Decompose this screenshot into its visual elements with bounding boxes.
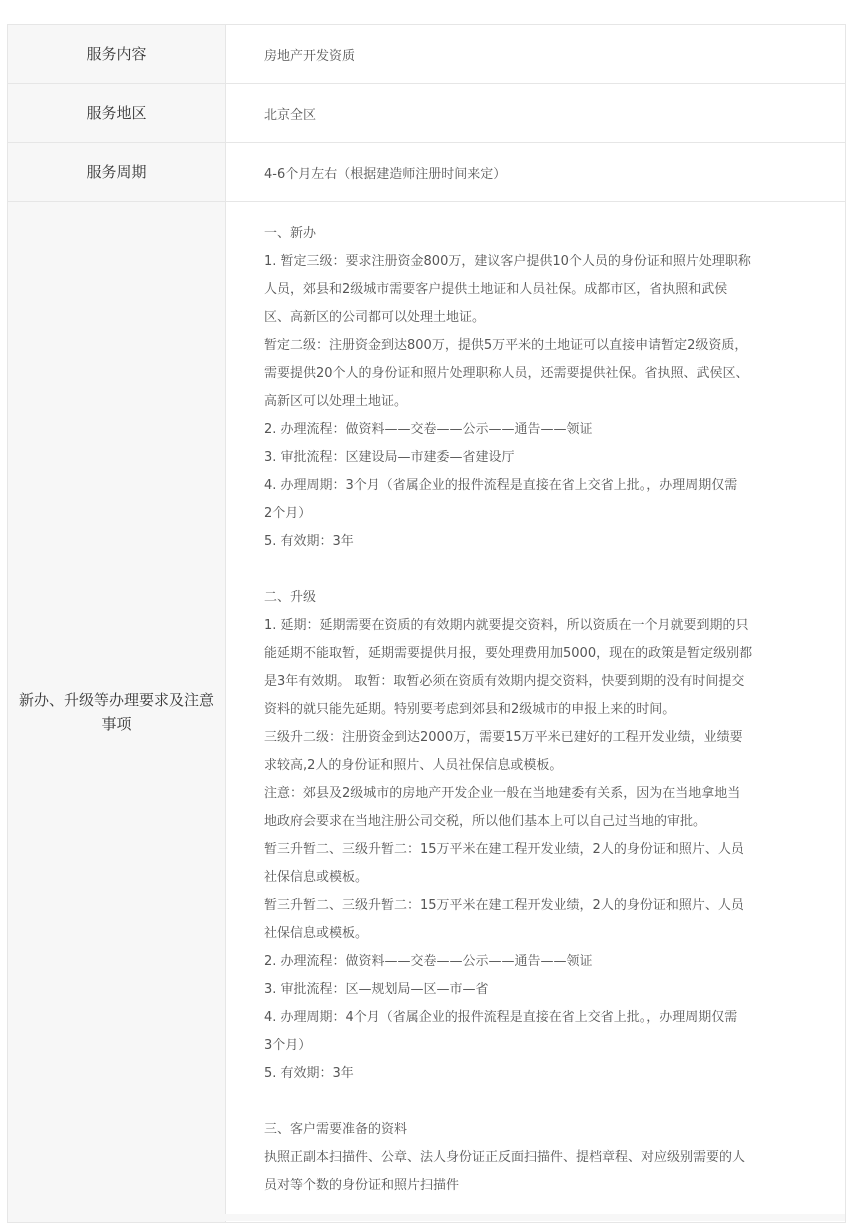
table-row-requirements bbox=[8, 202, 846, 1223]
requirement-line: 二、升级 bbox=[264, 590, 317, 605]
requirement-line: 暂定二级：注册资金到达800万，提供5万平米的土地证可以直接申请暂定2级资质， bbox=[264, 338, 748, 353]
service-period-value: 4-6个月左右（根据建造师注册时间来定） bbox=[226, 143, 846, 201]
requirement-line: 4. 办理周期：3个月（省属企业的报件流程是直接在省上交省上批。，办理周期仅需 bbox=[264, 478, 738, 493]
requirement-line: 2个月） bbox=[264, 506, 312, 521]
requirement-line: 区、高新区的公司都可以处理土地证。 bbox=[264, 310, 486, 325]
service-content-label: 服务内容 bbox=[8, 25, 226, 83]
service-content-value: 房地产开发资质 bbox=[226, 25, 846, 83]
requirement-line: 资料的就只能先延期。特别要考虑到郊县和2级城市的申报上来的时间。 bbox=[264, 702, 676, 717]
requirement-line: 员对等个数的身份证和照片扫描件 bbox=[264, 1178, 460, 1193]
requirement-line: 求较高,2人的身份证和照片、人员社保信息或模板。 bbox=[264, 758, 563, 773]
requirement-line bbox=[264, 556, 807, 584]
table-row-service-content bbox=[8, 25, 846, 84]
requirement-line: 需要提供20个人的身份证和照片处理职称人员，还需要提供社保。省执照、武侯区、 bbox=[264, 366, 749, 381]
requirement-line: 5. 有效期：3年 bbox=[264, 534, 354, 549]
requirement-line: 暂三升暂二、三级升暂二：15万平米在建工程开发业绩，2人的身份证和照片、人员 bbox=[264, 898, 744, 913]
service-area-label: 服务地区 bbox=[8, 84, 226, 142]
requirement-line: 能延期不能取暂，延期需要提供月报，要处理费用加5000，现在的政策是暂定级别都 bbox=[264, 646, 753, 661]
requirement-line: 社保信息或模板。 bbox=[264, 926, 369, 941]
requirement-line: 2. 办理流程：做资料——交卷——公示——通告——领证 bbox=[264, 954, 593, 969]
requirement-line: 1. 暂定三级：要求注册资金800万，建议客户提供10个人员的身份证和照片处理职称 bbox=[264, 254, 751, 269]
requirement-line: 4. 办理周期：4个月（省属企业的报件流程是直接在省上交省上批。，办理周期仅需 bbox=[264, 1010, 738, 1025]
requirement-line: 三级升二级：注册资金到达2000万，需要15万平米已建好的工程开发业绩，业绩要 bbox=[264, 730, 743, 745]
requirement-line: 社保信息或模板。 bbox=[264, 870, 369, 885]
requirement-line bbox=[264, 1088, 807, 1116]
service-info-table bbox=[7, 24, 846, 1223]
requirement-line: 一、新办 bbox=[264, 226, 317, 241]
requirement-line: 是3年有效期。 取暂：取暂必须在资质有效期内提交资料，快要到期的没有时间提交 bbox=[264, 674, 745, 689]
requirement-line: 3. 审批流程：区—规划局—区—市—省 bbox=[264, 982, 489, 997]
requirement-line: 高新区可以处理土地证。 bbox=[264, 394, 408, 409]
requirement-line: 3个月） bbox=[264, 1038, 312, 1053]
requirement-line: 5. 有效期：3年 bbox=[264, 1066, 354, 1081]
requirements-content bbox=[226, 202, 846, 1222]
requirement-line: 三、客户需要准备的资料 bbox=[264, 1122, 408, 1137]
table-footer-band bbox=[7, 1214, 846, 1221]
requirement-line: 1. 延期：延期需要在资质的有效期内就要提交资料，所以资质在一个月就要到期的只 bbox=[264, 618, 749, 633]
table-row-service-area bbox=[8, 84, 846, 143]
requirement-line: 地政府会要求在当地注册公司交税，所以他们基本上可以自己过当地的审批。 bbox=[264, 814, 707, 829]
requirements-label: 新办、升级等办理要求及注意事项 bbox=[8, 202, 226, 1222]
requirement-line: 3. 审批流程：区建设局—市建委—省建设厅 bbox=[264, 450, 515, 465]
requirement-line: 注意：郊县及2级城市的房地产开发企业一般在当地建委有关系，因为在当地拿地当 bbox=[264, 786, 741, 801]
table-row-service-period bbox=[8, 143, 846, 202]
service-area-value: 北京全区 bbox=[226, 84, 846, 142]
requirement-line: 暂三升暂二、三级升暂二：15万平米在建工程开发业绩，2人的身份证和照片、人员 bbox=[264, 842, 744, 857]
requirement-line: 2. 办理流程：做资料——交卷——公示——通告——领证 bbox=[264, 422, 593, 437]
requirement-line: 执照正副本扫描件、公章、法人身份证正反面扫描件、提档章程、对应级别需要的人 bbox=[264, 1150, 746, 1165]
requirement-line: 人员，郊县和2级城市需要客户提供土地证和人员社保。成都市区，省执照和武侯 bbox=[264, 282, 728, 297]
service-period-label: 服务周期 bbox=[8, 143, 226, 201]
